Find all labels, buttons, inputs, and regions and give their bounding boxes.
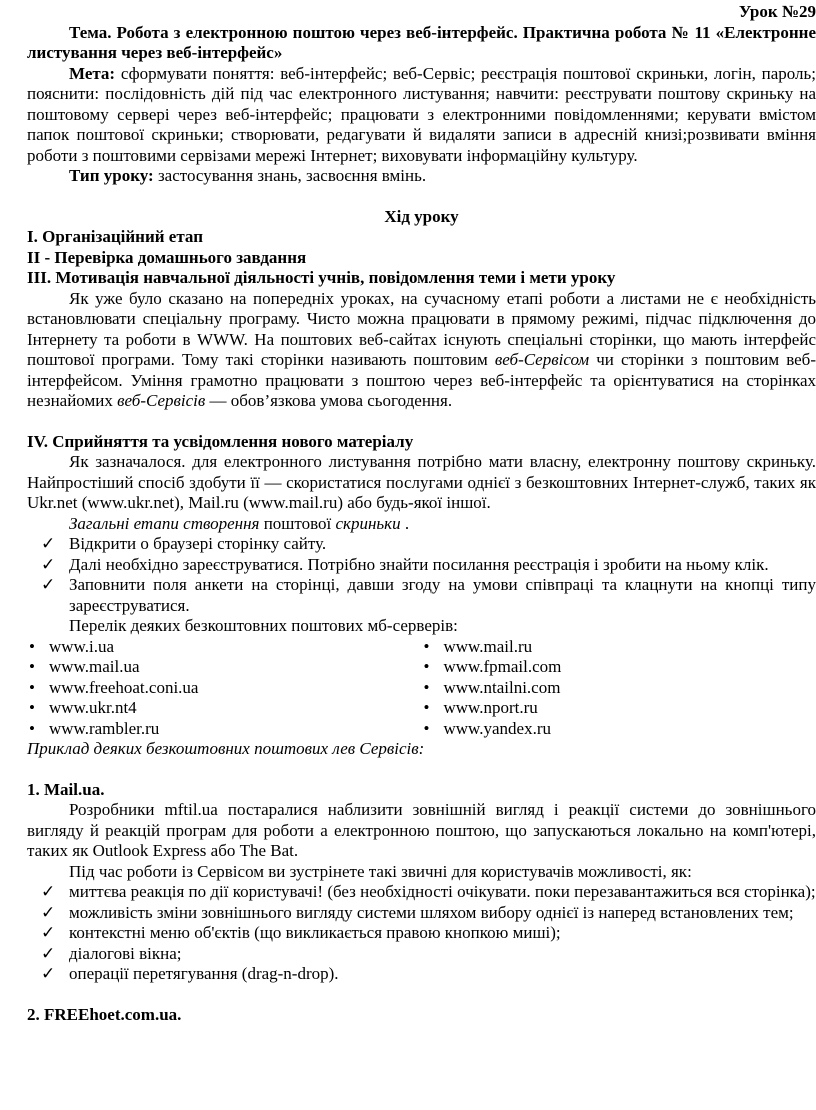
goal-label: Мета:: [69, 63, 116, 83]
check-mark-icon: ✓: [41, 902, 56, 922]
server-link: www.ukr.nt4: [49, 698, 137, 717]
check-mark-icon: ✓: [41, 923, 56, 942]
list-item: [422, 637, 816, 658]
list-item: [27, 923, 816, 944]
server-link: www.yandex.ru: [443, 718, 551, 738]
step-text: Заповнити поля анкети на сторінці, давши згоду на умови співпраці та клацнути на кнопці типу зареєструватися.: [69, 575, 816, 615]
feature-text: операції перетягування (drag-n-drop).: [69, 964, 339, 983]
list-item: [27, 964, 816, 985]
bullet-icon: •: [29, 718, 35, 738]
stages-italic-2: скриньки: [335, 513, 401, 533]
bullet-icon: •: [423, 698, 430, 717]
server-link: www.nport.ru: [443, 698, 538, 717]
section-heading-1: І. Організаційний етап: [27, 227, 203, 246]
bullet-icon: •: [29, 657, 35, 676]
examples-caption: Приклад деяких безкоштовних поштових лев Сервісів:: [27, 739, 425, 758]
feature-text: миттєва реакція по дії користувачі! (без необхідності очікувати. поки перезавантажиться вся сторінка);: [69, 882, 816, 901]
stages-caption: [27, 514, 816, 535]
list-item: [27, 555, 816, 576]
stages-normal: поштової: [259, 513, 336, 533]
list-item: [27, 719, 422, 740]
lesson-number: Урок №29: [738, 2, 816, 21]
goal-text: сформувати поняття: веб-інтерфейс; веб-Сервіс; реєстрація поштової скриньки, логін, пароль; пояснити: послідовність дій під час електронного листування; навчити: реєструвати поштову скриньку на поштовому сервері через веб-інтерфейс; працювати з електронними повідомленнями; керувати вмістом папок поштової скриньки; створювати, редагувати й видаляти записи в адресній книзі;розвивати вміння роботи з поштовими сервізами мережі Інтернет; виховувати інформаційну культуру.: [27, 63, 816, 165]
server-link: www.mail.ru: [443, 636, 533, 656]
bullet-icon: •: [423, 677, 430, 697]
list-item: [422, 719, 816, 740]
topic: [27, 23, 816, 64]
motivation-text-3: — обов’язкова умова сьогодення.: [205, 391, 453, 410]
list-item: [422, 698, 816, 719]
server-link: www.freehoat.coni.ua: [49, 677, 199, 697]
step-text: Відкрити о браузері сторінку сайту.: [69, 534, 327, 553]
section-heading-2: ІІ - Перевірка домашнього завдання: [27, 247, 307, 267]
stages-end: .: [400, 513, 410, 533]
servers-intro: Перелік деяких безкоштовних поштових мб-серверів:: [69, 616, 458, 635]
lesson-type-text: застосування знань, засвоєння вмінь.: [157, 166, 427, 185]
steps-list: [27, 534, 816, 616]
servers-list: [27, 637, 816, 740]
document-page: [27, 2, 816, 1025]
mailua-paragraph-2: Під час роботи із Сервісом ви зустрінете такі звичні для користувачів можливості, як:: [69, 861, 692, 881]
list-item: [27, 575, 816, 616]
topic-label: Тема.: [69, 22, 112, 42]
mailua-heading: 1. Mail.ua.: [27, 779, 105, 799]
motivation-text-2: чи сторінки з поштовим веб-інтерфейсом. Уміння грамотно працювати з поштою через веб-інтерфейс та орієнтуватися на сторінках незнайомих: [27, 350, 816, 410]
server-link: www.i.ua: [49, 636, 114, 656]
server-link: www.ntailni.com: [443, 677, 561, 697]
check-mark-icon: ✓: [41, 554, 56, 574]
list-item: [422, 657, 816, 678]
server-link: www.rambler.ru: [49, 718, 160, 738]
check-mark-icon: ✓: [41, 575, 56, 594]
bullet-icon: •: [29, 636, 35, 656]
section-heading-3: ІІІ. Мотивація навчальної діяльності учнів, повідомлення теми і мети уроку: [27, 268, 616, 287]
list-item: [27, 637, 422, 658]
servers-column-right: [422, 637, 816, 740]
check-mark-icon: ✓: [41, 534, 56, 553]
lesson-type-label: Тип уроку:: [69, 166, 154, 185]
feature-text: можливість зміни зовнішнього вигляду системи шляхом вибору однієї із наперед встановлених тем;: [69, 902, 794, 922]
list-item: [27, 882, 816, 903]
mailua-paragraph-1: Розробники mftil.ua постаралися наблизити зовнішній вигляд і реакції системи до зовнішнього вигляду й реакцій програм для роботи а електронною поштою, що запускаються локально на комп'ютері, таких як Outlook Express або The Bat.: [27, 800, 816, 860]
motivation-italic-1: веб-Сервісом: [494, 350, 590, 369]
freehost-heading: 2. FREEhoet.com.ua.: [27, 1004, 182, 1024]
bullet-icon: •: [423, 636, 430, 656]
bullet-icon: •: [29, 677, 35, 697]
list-item: [27, 678, 422, 699]
course-heading: Хід уроку: [384, 206, 459, 226]
server-link: www.mail.ua: [49, 657, 140, 676]
features-list: [27, 882, 816, 985]
list-item: [27, 534, 816, 555]
list-item: [27, 944, 816, 965]
section-heading-4: IV. Сприйняття та усвідомлення нового матеріалу: [27, 431, 414, 451]
servers-column-left: [27, 637, 422, 740]
bullet-icon: •: [423, 657, 430, 676]
step-text: Далі необхідно зареєструватися. Потрібно знайти посилання реєстрація і зробити на ньому клік.: [69, 554, 769, 574]
check-mark-icon: ✓: [41, 882, 56, 901]
list-item: [27, 903, 816, 924]
new-material-paragraph: Як зазначалося. для електронного листування потрібно мати власну, електронну поштову скриньку. Найпростіший спосіб здобути її — скористатися послугами однієї з безкоштовних Інтернет-служб, таких як Ukr.net (www.ukr.net), Mail.ru (www.mail.ru) або будь-якої іншої.: [27, 452, 816, 512]
bullet-icon: •: [29, 698, 35, 717]
list-item: [422, 678, 816, 699]
server-link: www.fpmail.com: [443, 657, 562, 676]
motivation-italic-2: веб-Сервісів: [117, 391, 206, 410]
check-mark-icon: ✓: [41, 964, 56, 983]
goal: [27, 64, 816, 167]
lesson-type: [27, 166, 816, 187]
list-item: [27, 657, 422, 678]
stages-italic-1: Загальні етапи створення: [69, 513, 260, 533]
list-item: [27, 698, 422, 719]
feature-text: контекстні меню об'єктів (що викликається правою кнопкою миші);: [69, 923, 561, 942]
motivation-paragraph: [27, 289, 816, 412]
feature-text: діалогові вікна;: [69, 943, 182, 963]
motivation-text-1: Як уже було сказано на попередніх уроках, на сучасному етапі роботи а листами не є необхідність встановлювати спеціальну програму. Чисто можна працювати в прямому режимі, підчас підключення до Інтернету та роботи в WWW. На поштових веб-сайтах існують спеціальні сторінки, що мають інтерфейс поштової програми. Тому такі сторінки називають поштовим: [27, 288, 816, 369]
bullet-icon: •: [423, 718, 430, 738]
topic-text: Робота з електронною поштою через веб-інтерфейс. Практична робота № 11 «Електронне листування через веб-інтерфейс»: [27, 22, 816, 62]
check-mark-icon: ✓: [41, 943, 56, 963]
